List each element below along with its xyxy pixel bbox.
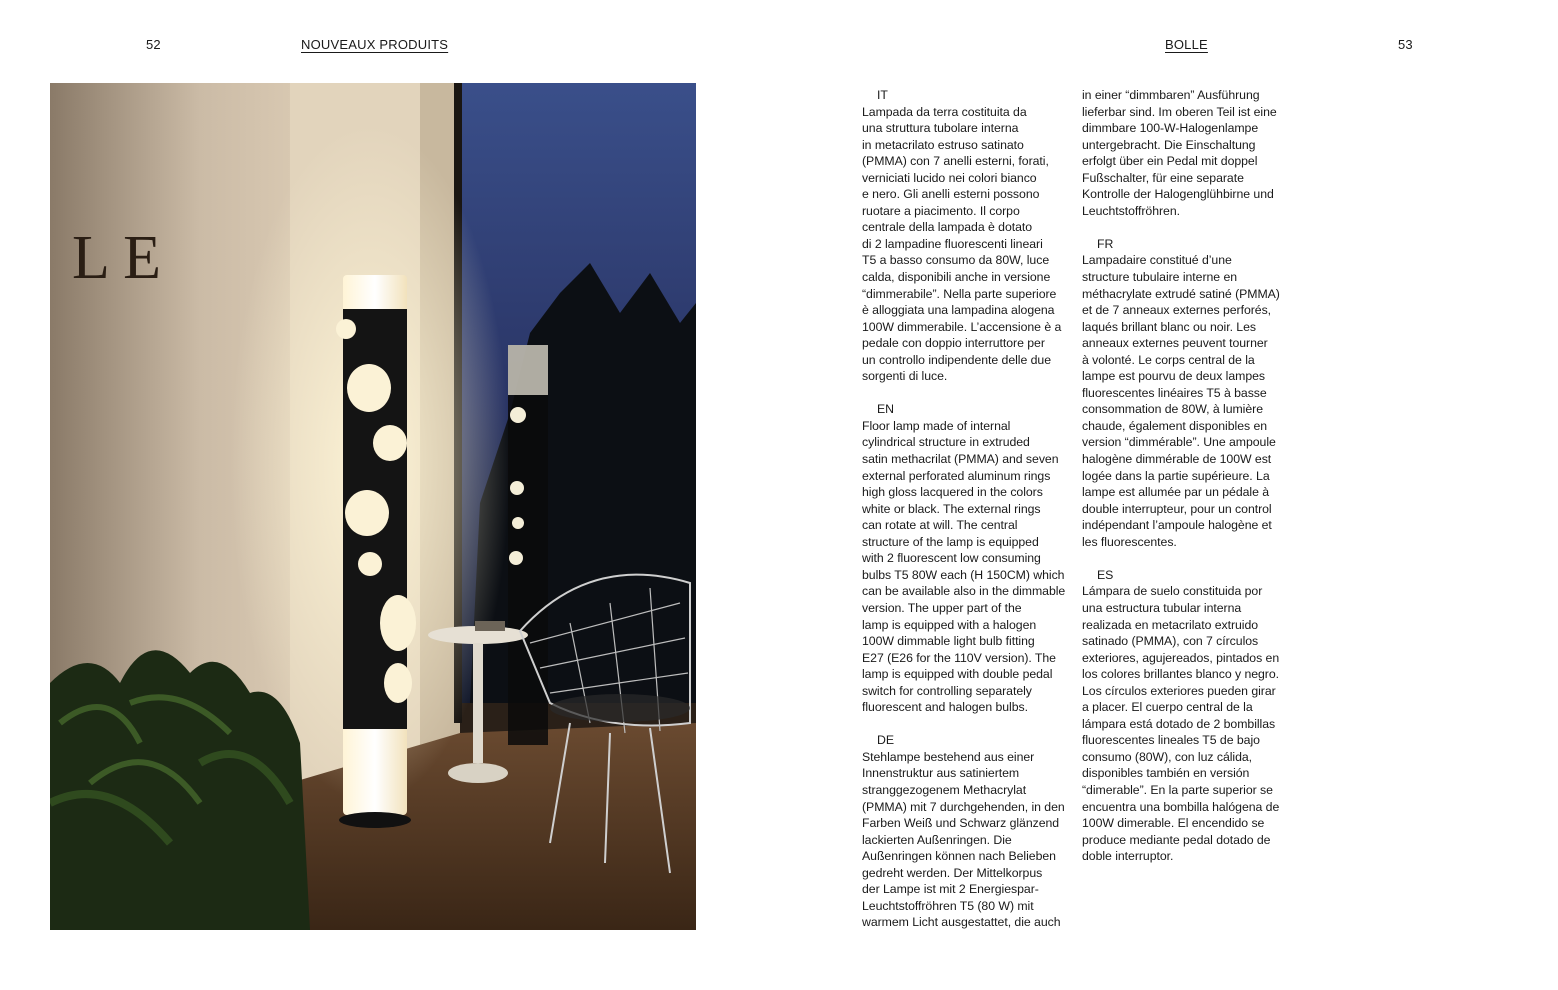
lang-label-en: EN [877,402,894,417]
paragraph-it: Lampada da terra costituita da una struttura tubolare interna in metacrilato estruso satinato (PMMA) con 7 anelli esterni, forati, verniciati lucido nei colori bianco e nero. Gli anelli esterni possono ruotare a piacimento. Il corpo centrale della lampada è dotato di 2 lampadine fluorescenti lineari T5 a basso consumo da 80W, luce calda, disponibili anche in versione “dimmerabile”. Nella parte superiore è alloggiata una lampadina alogena 100W dimmerabile. L’accensione è a pedale con doppio interruttore per un controllo indipendente delle due sorgenti di luce. [862,104,1062,384]
paragraph-fr: Lampadaire constitué d’une structure tubulaire interne en méthacrylate extrudé satiné (PMMA) et de 7 anneaux externes perforés, laqués brillant blanc ou noir. Les anneaux externes peuvent tourner à volonté. Le corps central de la lampe est pourvu de deux lampes fluorescentes linéaires T5 à basse consommation de 80W, à lumière chaude, également disponibles en version “dimmérable”. Une ampoule halogène dimmérable de 100W est logée dans la partie supérieure. La lampe est allumée par un pédale à double interrupteur, pour un control indépendant l’ampoule halogène et les fluorescentes. [1082,253,1280,549]
text-column-left [862,87,1074,931]
paragraph-de-continued: in einer “dimmbaren” Ausführung lieferbar sind. Im oberen Teil ist eine dimmbare 100-W-Halogenlampe untergebracht. Die Einschaltung erfolgt über ein Pedal mit doppel Fußschalter, für eine separate Kontrolle der Halogenglühbirne und Leuchtstoffröhren. [1082,88,1277,218]
text-column-right [1082,87,1294,865]
left-page-number: 52 [146,37,161,52]
wall-letters: L E [72,224,161,292]
lang-label-fr: FR [1097,236,1114,251]
lang-label-de: DE [877,733,894,748]
lang-label-it: IT [877,88,888,102]
paragraph-de: Stehlampe bestehend aus einer Innenstruktur aus satiniertem stranggezogenem Methacrylat (PMMA) mit 7 durchgehenden, in den Farben Weiß und Schwarz glänzend lackierten Außenringen. Die Außenringen können nach Belieben gedreht werden. Der Mittelkorpus der Lampe ist mit 2 Energiespar- Leuchtstoffröhren T5 (80 W) mit warmem Licht ausgestattet, die auch [862,749,1065,930]
paragraph-es: Lámpara de suelo constituida por una estructura tubular interna realizada en metacrilato extruido satinado (PMMA), con 7 círculos exteriores, agujereados, pintados en los colores brillantes blanco y negro. Los círculos exteriores pueden girar a placer. El cuerpo central de la lámpara está dotado de 2 bombillas fluorescentes lineales T5 de bajo consumo (80W), con luz cálida, disponibles también en versión “dimerable”. En la parte superior se encuentra una bombilla halógena de 100W dimerable. El encendido se produce mediante pedal dotado de doble interruptor. [1082,584,1280,864]
right-section-title[interactable]: BOLLE [1165,37,1208,52]
product-photo [50,83,696,930]
left-section-title[interactable]: NOUVEAUX PRODUITS [301,37,449,52]
lang-label-es: ES [1097,567,1114,582]
right-page-number: 53 [1398,37,1413,52]
paragraph-en: Floor lamp made of internal cylindrical structure in extruded satin methacrilat (PMMA) and seven external perforated aluminum rings high gloss lacquered in the colors white or black. The external rings can rotate at will. The central structure of the lamp is equipped with 2 fluorescent low consuming bulbs T5 80W each (H 150CM) which can be available also in the dimmable version. The upper part of the lamp is equipped with a halogen 100W dimmable light bulb fitting E27 (E26 for the 110V version). The lamp is equipped with double pedal switch for controlling separately fluorescent and halogen bulbs. [862,418,1066,715]
